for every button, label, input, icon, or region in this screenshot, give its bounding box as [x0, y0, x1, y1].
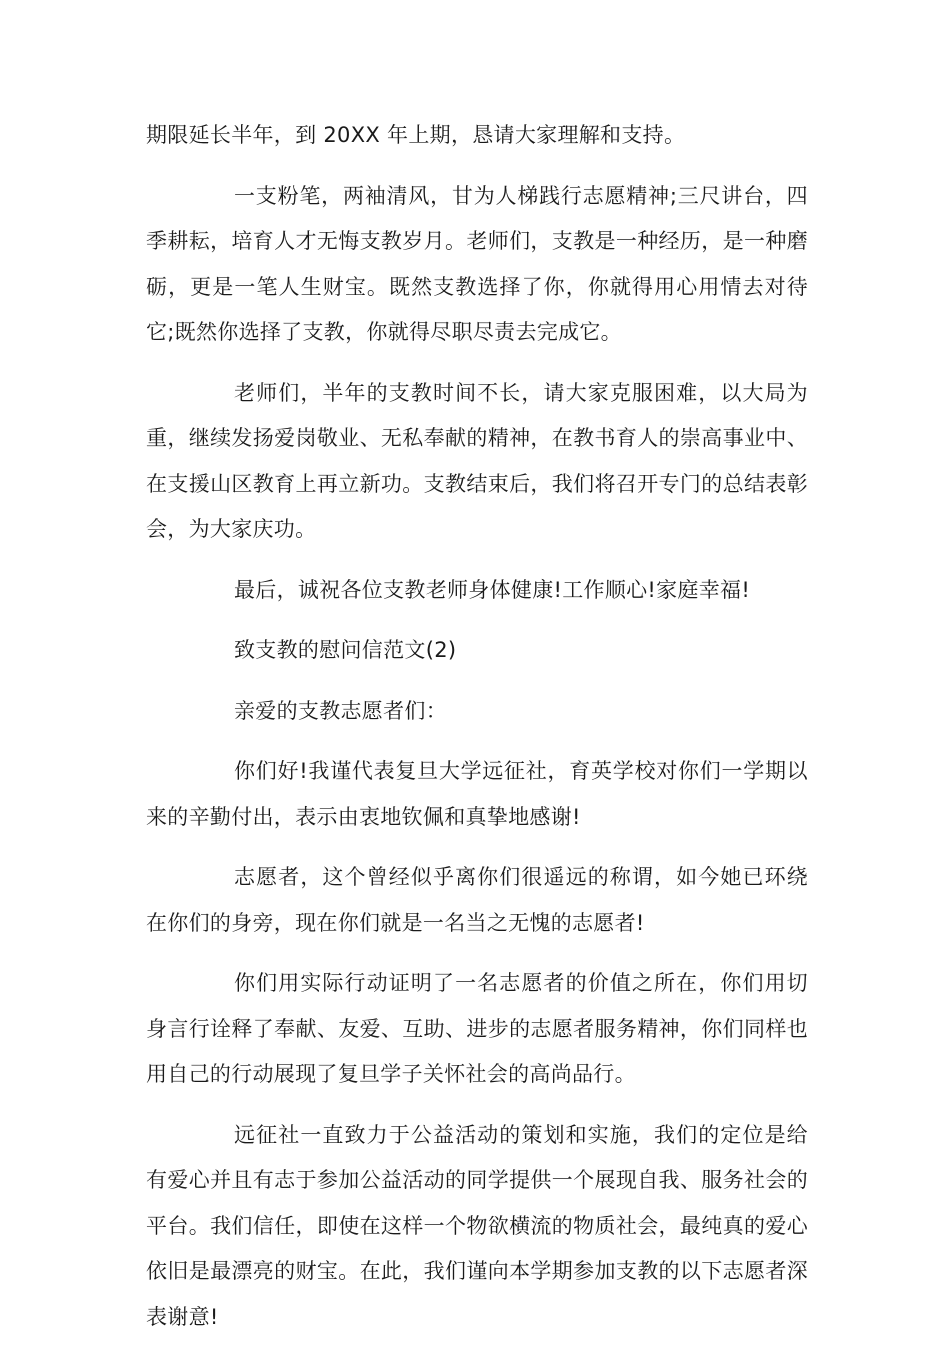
paragraph: 志愿者，这个曾经似乎离你们很遥远的称谓，如今她已环绕在你们的身旁，现在你们就是一名当之无愧的志愿者! — [146, 865, 808, 935]
salutation: 亲爱的支教志愿者们： — [234, 698, 447, 723]
paragraph-closing-wish: 最后，诚祝各位支教老师身体健康!工作顺心!家庭幸福! — [234, 577, 751, 602]
paragraph: 一支粉笔，两袖清风，甘为人梯践行志愿精神;三尺讲台，四季耕耘，培育人才无悔支教岁月。老师们，支教是一种经历，是一种磨砺，更是一笔人生财宝。既然支教选择了你，你就得用心用情去对待它;既然你选择了支教，你就得尽职尽责去完成它。 — [146, 183, 808, 344]
document-body — [146, 113, 808, 1355]
paragraph: 你们用实际行动证明了一名志愿者的价值之所在，你们用切身言行诠释了奉献、友爱、互助、进步的志愿者服务精神，你们同样也用自己的行动展现了复旦学子关怀社会的高尚品行。 — [146, 971, 808, 1086]
paragraph: 远征社一直致力于公益活动的策划和实施，我们的定位是给有爱心并且有志于参加公益活动的同学提供一个展现自我、服务社会的平台。我们信任，即使在这样一个物欲横流的物质社会，最纯真的爱心依旧是最漂亮的财宝。在此，我们谨向本学期参加支教的以下志愿者深表谢意! — [146, 1122, 808, 1329]
paragraph-continuation: 期限延长半年，到 20XX 年上期，恳请大家理解和支持。 — [146, 123, 686, 147]
section-title: 致支教的慰问信范文(2) — [234, 638, 457, 662]
paragraph: 老师们，半年的支教时间不长，请大家克服困难，以大局为重，继续发扬爱岗敬业、无私奉献的精神，在教书育人的崇高事业中、在支援山区教育上再立新功。支教结束后，我们将召开专门的总结表彰会，为大家庆功。 — [146, 380, 808, 541]
paragraph: 你们好!我谨代表复旦大学远征社，育英学校对你们一学期以来的辛勤付出，表示由衷地钦佩和真挚地感谢! — [146, 759, 808, 829]
